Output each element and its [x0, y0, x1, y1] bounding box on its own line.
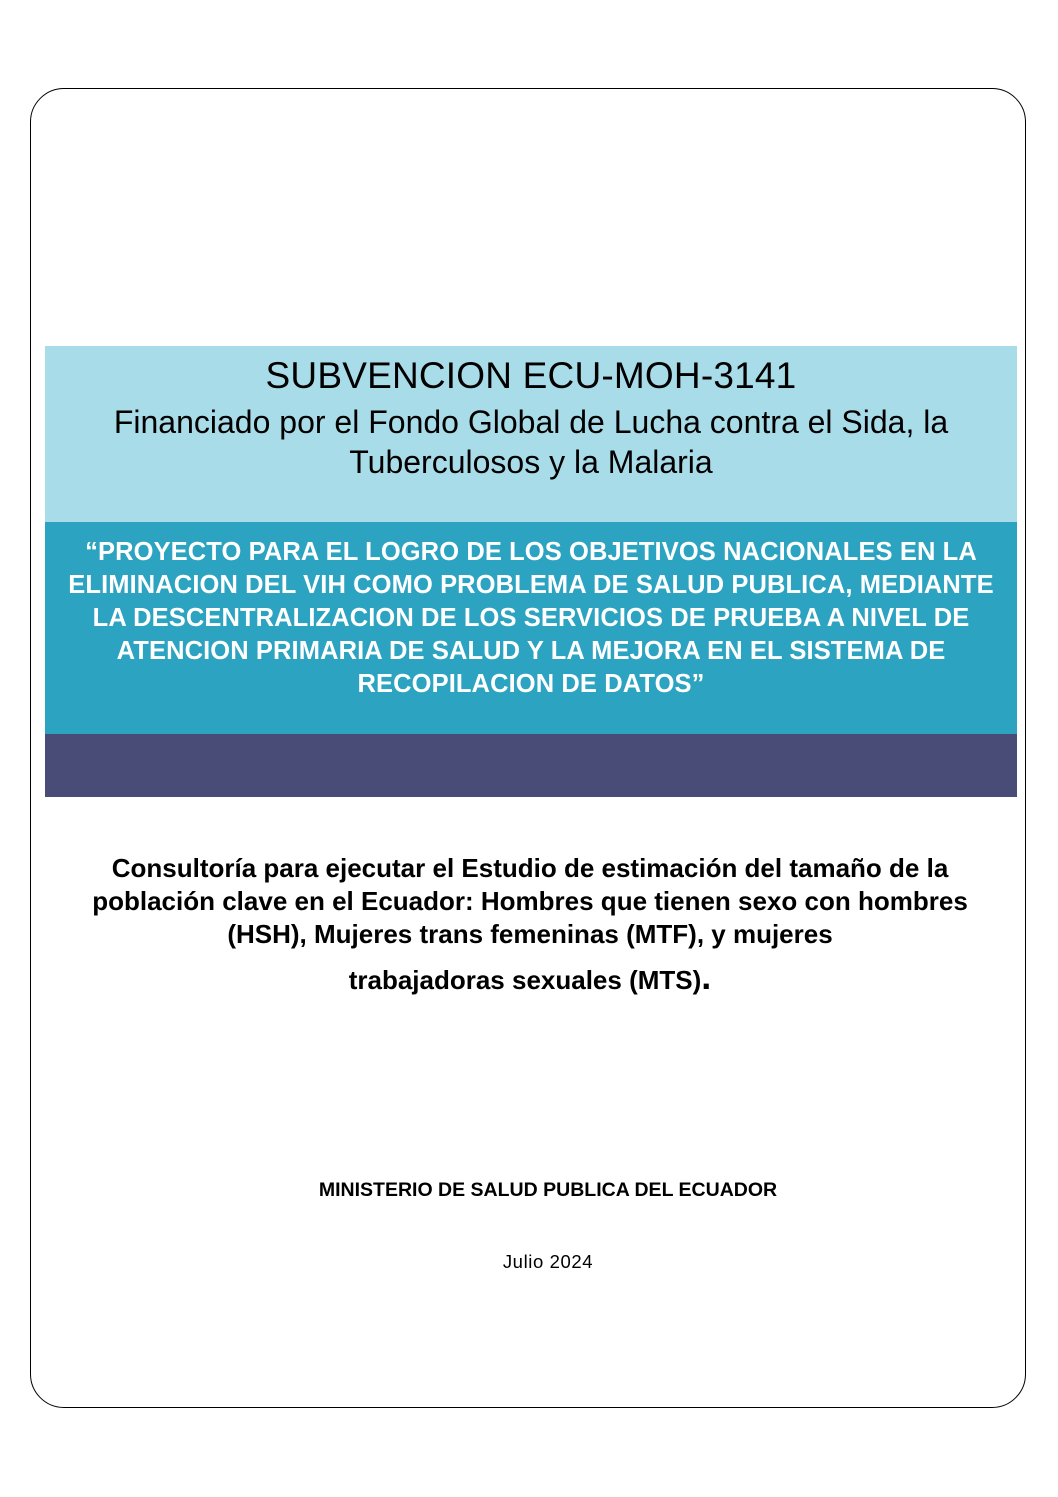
- header-band: [45, 346, 1017, 522]
- project-title: “PROYECTO PARA EL LOGRO DE LOS OBJETIVOS NACIONALES EN LA ELIMINACION DEL VIH COMO PROBLEMA DE SALUD PUBLICA, MEDIANTE LA DESCENTRALIZACION DE LOS SERVICIOS DE PRUEBA A NIVEL DE ATENCION PRIMARIA DE SALUD Y LA MEJORA EN EL SISTEMA DE RECOPILACION DE DATOS”: [68, 538, 994, 698]
- publication-date: Julio 2024: [502, 1251, 594, 1272]
- funding-text: Financiado por el Fondo Global de Lucha contra el Sida, la Tuberculosos y la Malaria: [113, 404, 949, 480]
- grant-title: SUBVENCION ECU-MOH-3141: [265, 355, 797, 396]
- consultancy-title-dot: .: [701, 956, 712, 997]
- project-band: [45, 522, 1017, 734]
- consultancy-title: [60, 852, 1000, 997]
- consultancy-title-last-text: trabajadoras sexuales (MTS): [348, 965, 702, 995]
- accent-band: [45, 734, 1017, 797]
- ministry-name: MINISTERIO DE SALUD PUBLICA DEL ECUADOR: [318, 1179, 778, 1201]
- consultancy-title-text: Consultoría para ejecutar el Estudio de estimación del tamaño de la población clave en el Ecuador: Hombres que tienen sexo con hombres (HSH), Mujeres trans femeninas (MTF), y mujeres: [92, 853, 968, 949]
- consultancy-title-last-line: [60, 956, 1000, 997]
